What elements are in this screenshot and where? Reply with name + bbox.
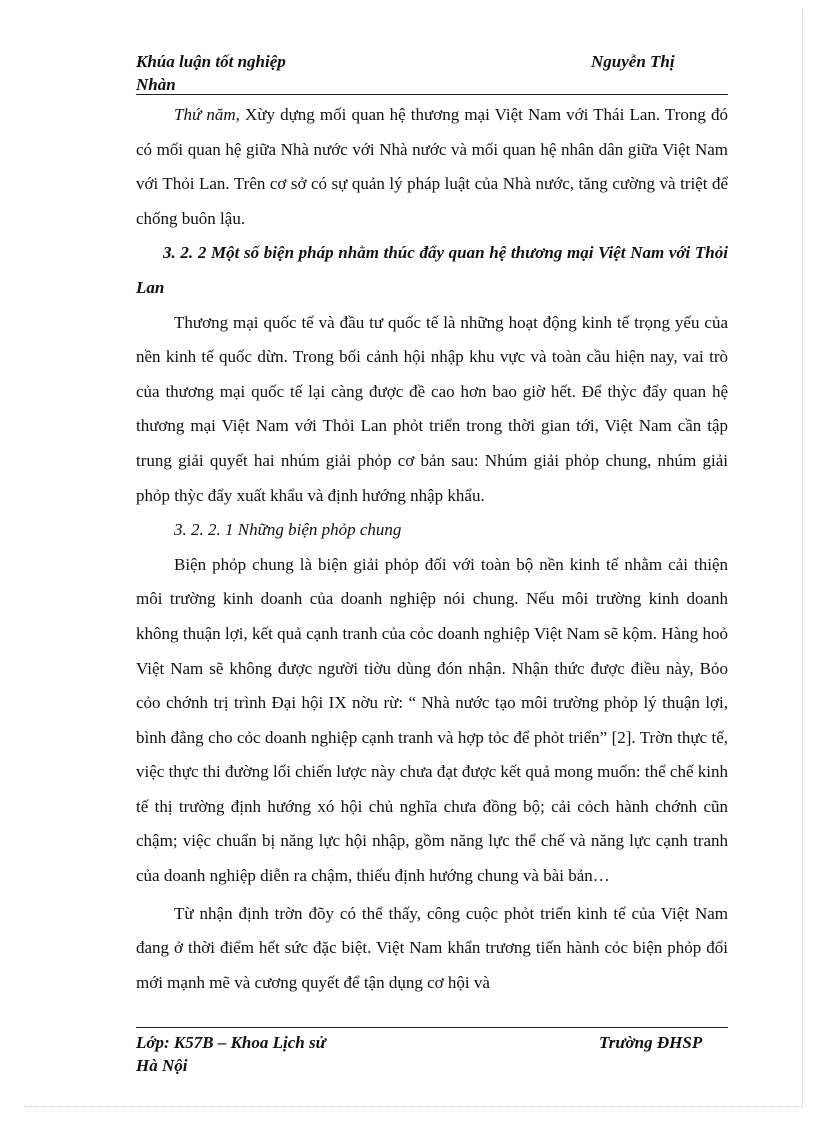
footer-class-info: Lớp: K57B – Khoa Lịch sử [136, 1033, 326, 1052]
header-author-name-continued: Nhàn [136, 75, 176, 94]
paragraph-bien-phap-chung: Biện phỏp chung là biện giải phỏp đối với toàn bộ nền kinh tế nhằm cải thiện môi trường kinh doanh của doanh nghiệp nói chung. Nếu môi trường kinh doanh không thuận lợi, kết quả cạnh tranh của cỏc doanh nghiệp Việt Nam sẽ kộm. Hàng hoỏ Việt Nam sẽ không được người tiờu dùng đón nhận. Nhận thức được điều này, Bỏo cỏo chớnh trị trình Đại hội IX nờu rừ: “ Nhà nước tạo môi trường phỏp lý thuận lợi, bình đẳng cho cỏc doanh nghiệp cạnh tranh và hợp tỏc để phỏt triển” [2]. Trờn thực tế, việc thực thi đường lối chiến lược này chưa đạt được kết quả mong muốn: thể chế kinh tế thị trường định hướng xó hội chủ nghĩa chưa đồng bộ; cải cỏch hành chớnh cũn chậm; việc chuẩn bị năng lực hội nhập, gồm năng lực thể chế và năng lực cạnh tranh của doanh nghiệp diễn ra chậm, thiếu định hướng chung và bài bản… [136, 554, 728, 886]
header-author-name: Nguyễn Thị [591, 52, 675, 71]
paragraph-text: , Xừy dựng mối quan hệ thương mại Việt Nam với Thái Lan. Trong đó có mối quan hệ giữa Nhà nước với Nhà nước và mối quan hệ nhân dân giữa Việt Nam với Thỏi Lan. Trên cơ sở có sự quản lý pháp luật của Nhà nước, tăng cường và triệt để chống buôn lậu. [136, 105, 728, 228]
paragraph-tu-nhan-dinh: Từ nhận định trờn đõy có thể thấy, công cuộc phỏt triển kinh tế của Việt Nam đang ở thời điểm hết sức đặc biệt. Việt Nam khẩn trương tiến hành cỏc biện phỏp đổi mới mạnh mẽ và cương quyết để tận dụng cơ hội và [136, 903, 728, 992]
header-divider [136, 94, 728, 95]
header-thesis-title: Khúa luận tốt nghiệp [136, 52, 286, 71]
page-border-right [802, 8, 803, 1108]
paragraph-thuong-mai: Thương mại quốc tế và đầu tư quốc tế là những hoạt động kinh tế trọng yếu của nền kinh tế quốc dừn. Trong bối cảnh hội nhập khu vực và toàn cầu hiện nay, vai trò của thương mại quốc tế lại càng được đề cao hơn bao giờ hết. Để thỳc đẩy quan hệ thương mại Việt Nam với Thỏi Lan phỏt triển trong thời gian tới, Việt Nam cần tập trung giải quyết hai nhúm giải phỏp cơ bản sau: Nhúm giải phỏp chung, nhúm giải phỏp thỳc đẩy xuất khẩu và định hướng nhập khẩu. [136, 312, 728, 505]
footer-divider [136, 1027, 728, 1028]
section-heading-3-2-2: 3. 2. 2 Một số biện pháp nhằm thúc đẩy quan hệ thương mại Việt Nam với Thỏi Lan [136, 243, 728, 297]
footer-university-continued: Hà Nội [136, 1056, 188, 1075]
document-body [136, 98, 728, 1000]
footer-university: Trường ĐHSP [599, 1033, 703, 1052]
subsection-heading-3-2-2-1: 3. 2. 2. 1 Những biện phỏp chung [174, 520, 402, 540]
page-border-bottom [24, 1106, 802, 1107]
paragraph-lead-word: Thứ năm [174, 105, 236, 124]
paragraph-thu-nam [136, 98, 728, 236]
